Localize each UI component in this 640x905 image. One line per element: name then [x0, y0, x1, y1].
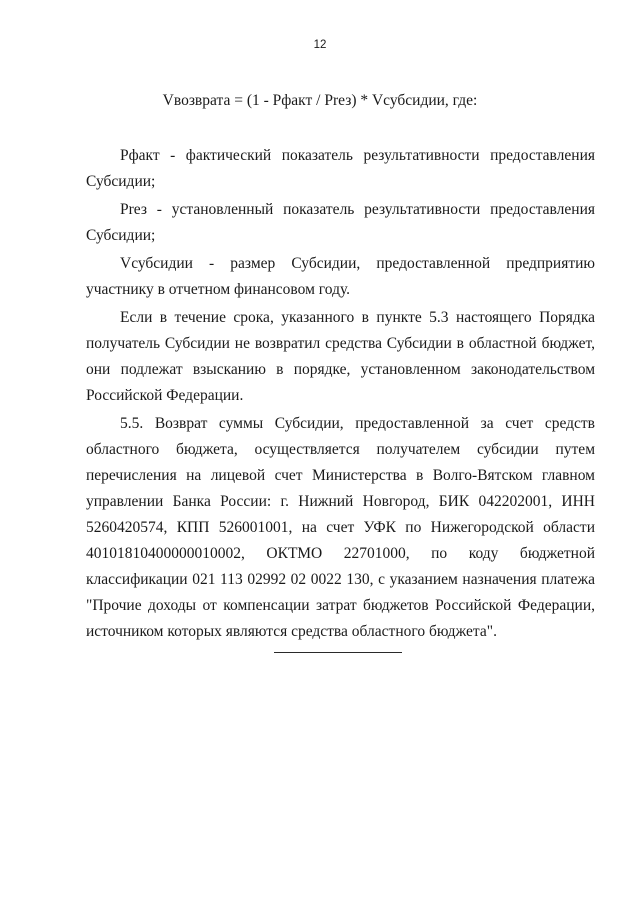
end-divider-line: [274, 652, 402, 653]
definition-p-fact: Рфакт - фактический показатель результативности предоставления Субсидии;: [86, 147, 595, 190]
document-body: [86, 143, 595, 647]
refund-formula: Vвозврата = (1 - Рфакт / Рrез) * Vсубсидии, где:: [162, 92, 478, 109]
paragraph-recovery: Если в течение срока, указанного в пункте 5.3 настоящего Порядка получатель Субсидии не возвратил средства Субсидии в областной бюджет, они подлежат взысканию в порядке, установленном законодательством Российской Федерации.: [86, 309, 595, 404]
definition-p-rez: Рrез - установленный показатель результативности предоставления Субсидии;: [86, 201, 595, 244]
page-number: 12: [313, 39, 327, 51]
paragraph-5-5: 5.5. Возврат суммы Субсидии, предоставленной за счет средств областного бюджета, осуществляется получателем субсидии путем перечисления на лицевой счет Министерства в Волго-Вятском главном управлении Банка России: г. Нижний Новгород, БИК 042202001, ИНН 5260420574, КПП 526001001, на счет УФК по Нижегородской области 40101810400000010002, ОКТМО 22701000, по коду бюджетной классификации 021 113 02992 02 0022 130, с указанием назначения платежа "Прочие доходы от компенсации затрат бюджетов Российской Федерации, источником которых являются средства областного бюджета".: [86, 415, 595, 640]
definition-v-subsidy: Vсубсидии - размер Субсидии, предоставленной предприятию участнику в отчетном финансовом году.: [86, 255, 595, 298]
